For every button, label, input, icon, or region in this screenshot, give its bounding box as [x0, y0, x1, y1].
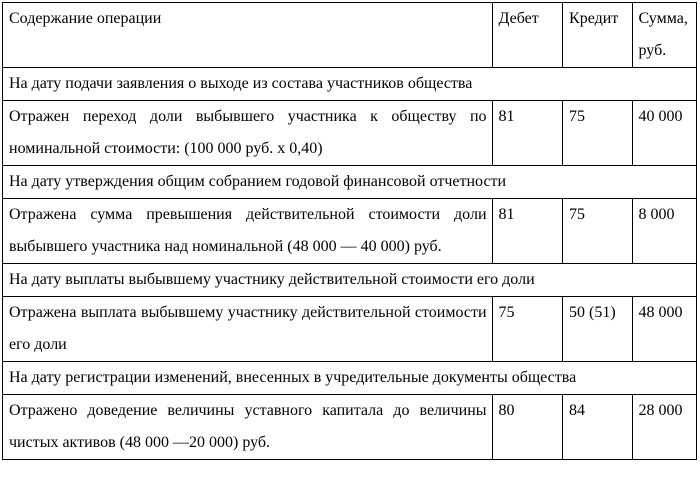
entry-debit: 81: [492, 199, 563, 264]
section-title: На дату утверждения общим собранием годовой финансовой отчетности: [3, 166, 697, 199]
header-debit: Дебет: [492, 3, 563, 68]
header-row: [3, 3, 697, 68]
entry-row: [3, 101, 697, 166]
header-credit: Кредит: [563, 3, 633, 68]
entry-debit: 81: [492, 101, 563, 166]
section-title: На дату регистрации изменений, внесенных в учредительные документы общества: [3, 362, 697, 395]
section-row: [3, 264, 697, 297]
entry-amount: 40 000: [632, 101, 696, 166]
entry-amount: 8 000: [632, 199, 696, 264]
section-row: [3, 166, 697, 199]
entry-debit: 80: [492, 395, 563, 460]
header-description: Содержание операции: [3, 3, 493, 68]
entry-amount: 48 000: [632, 297, 696, 362]
section-row: [3, 362, 697, 395]
entry-row: [3, 395, 697, 460]
entry-description: Отражена сумма превышения действительной стоимости доли выбывшего участника над номинальной (48 000 — 40 000) руб.: [3, 199, 493, 264]
entry-description: Отражено доведение величины уставного капитала до величины чистых активов (48 000 —20 000) руб.: [3, 395, 493, 460]
entry-description: Отражена выплата выбывшему участнику действительной стоимости его доли: [3, 297, 493, 362]
section-title: На дату подачи заявления о выходе из состава участников общества: [3, 68, 697, 101]
entry-credit: 75: [563, 101, 633, 166]
section-title: На дату выплаты выбывшему участнику действительной стоимости его доли: [3, 264, 697, 297]
section-row: [3, 68, 697, 101]
accounting-entries-table: [2, 2, 697, 460]
header-sum: Сумма, руб.: [632, 3, 696, 68]
entry-row: [3, 199, 697, 264]
entry-row: [3, 297, 697, 362]
entry-debit: 75: [492, 297, 563, 362]
entry-amount: 28 000: [632, 395, 696, 460]
entry-credit: 75: [563, 199, 633, 264]
entry-credit: 84: [563, 395, 633, 460]
entry-description: Отражен переход доли выбывшего участника к обществу по номинальной стоимости: (100 000 руб. х 0,40): [3, 101, 493, 166]
entry-credit: 50 (51): [563, 297, 633, 362]
